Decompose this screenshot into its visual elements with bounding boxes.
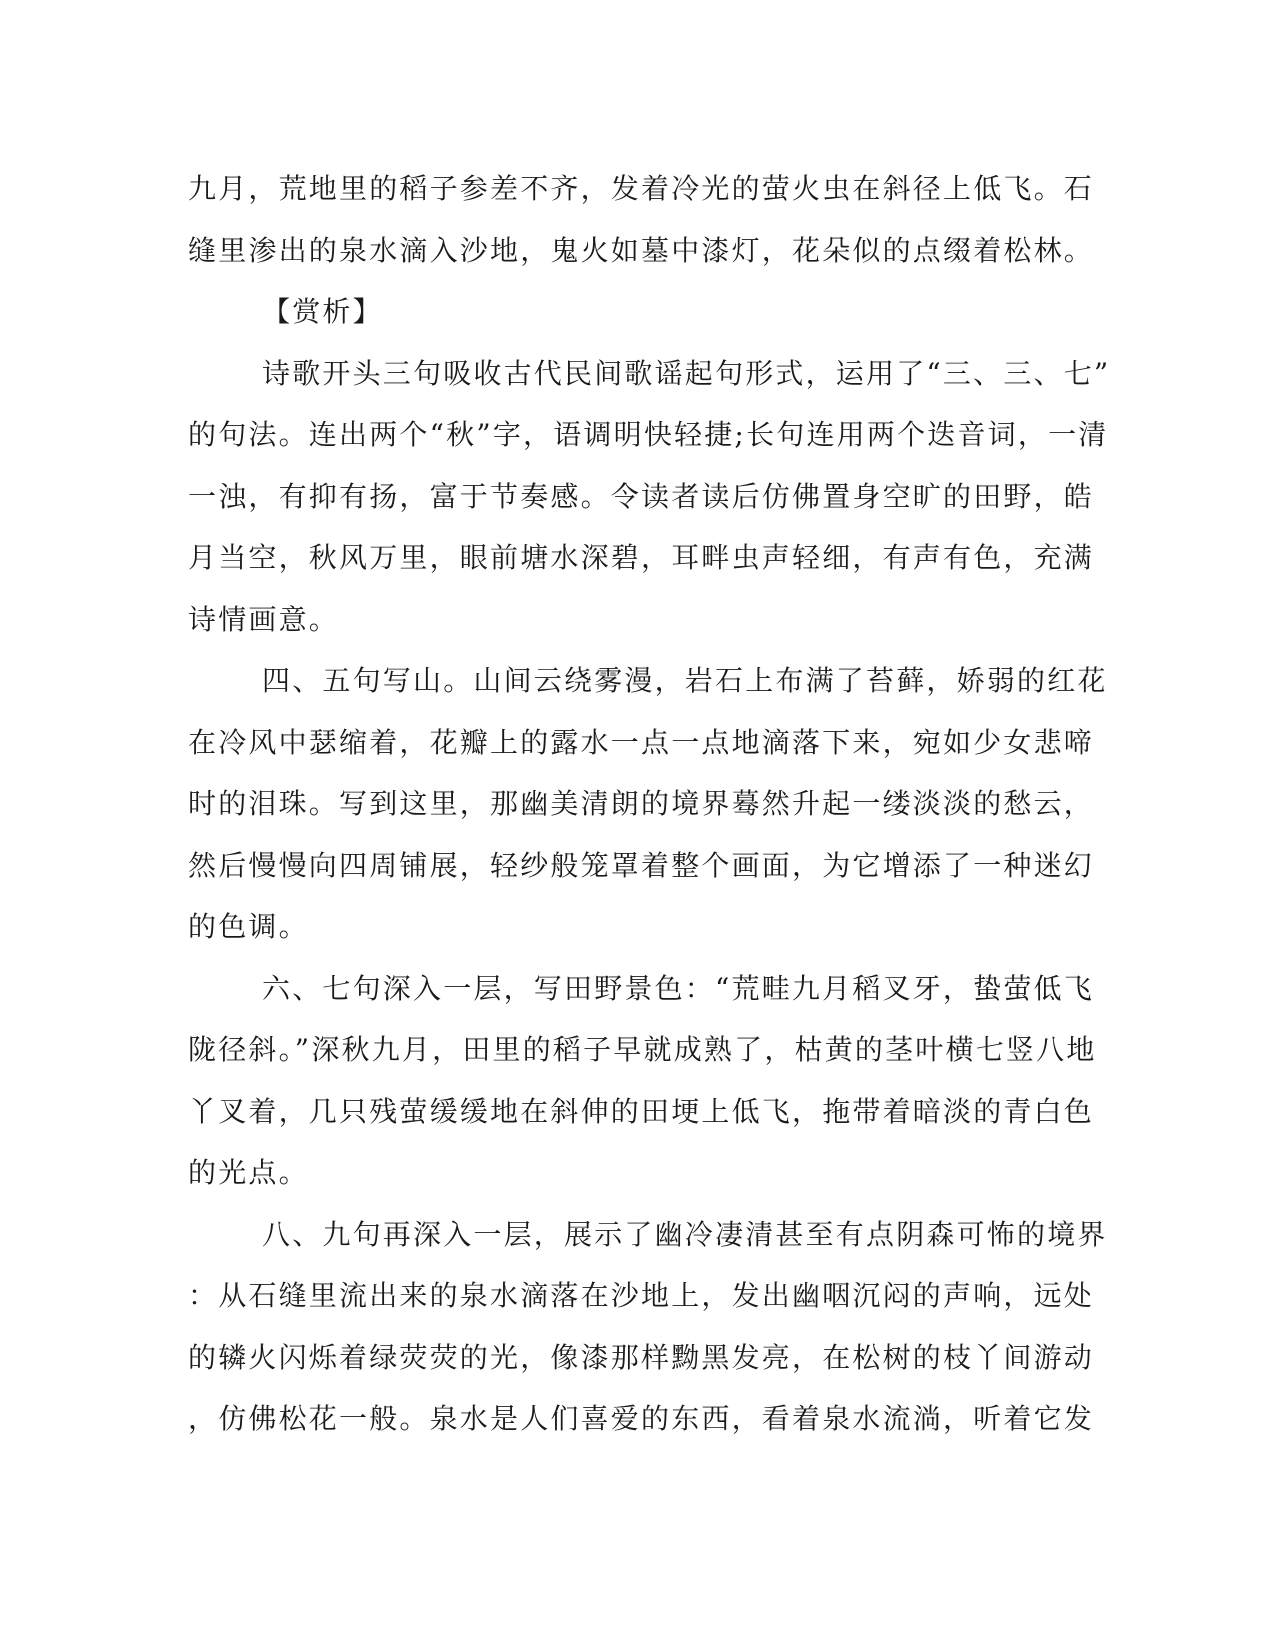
text-line: 然后慢慢向四周铺展，轻纱般笼罩着整个画面，为它增添了一种迷幻 xyxy=(188,848,1095,882)
text-line: 陇径斜。”深秋九月，田里的稻子早就成熟了，枯黄的茎叶横七竖八地 xyxy=(188,1033,1097,1066)
text-line: ，仿佛松花一般。泉水是人们喜爱的东西，看着泉水流淌，听着它发 xyxy=(188,1402,1095,1435)
text-line: 九月，荒地里的稻子参差不齐，发着冷光的萤火虫在斜径上低飞。石 xyxy=(188,172,1095,205)
text-line: 【赏析】 xyxy=(262,295,383,328)
text-line: 诗歌开头三句吸收古代民间歌谣起句形式，运用了“三、三、七” xyxy=(262,356,1111,390)
text-line: 月当空，秋风万里，眼前塘水深碧，耳畔虫声轻细，有声有色，充满 xyxy=(188,541,1095,574)
text-line: 的句法。连出两个“秋”字，语调明快轻捷;长句连用两个迭音词，一清 xyxy=(188,418,1109,451)
text-line: 缝里渗出的泉水滴入沙地，鬼火如墓中漆灯，花朵似的点缀着松林。 xyxy=(188,233,1095,267)
text-line: 的光点。 xyxy=(188,1156,309,1189)
text-line: 的色调。 xyxy=(188,910,309,943)
body-text xyxy=(188,158,1111,1450)
text-line: ：从石缝里流出来的泉水滴落在沙地上，发出幽咽沉闷的声响，远处 xyxy=(188,1279,1095,1312)
text-line: 六、七句深入一层，写田野景色：“荒畦九月稻叉牙，蛰萤低飞 xyxy=(262,971,1094,1005)
text-line: 丫叉着，几只残萤缓缓地在斜伸的田埂上低飞，拖带着暗淡的青白色 xyxy=(188,1094,1095,1128)
text-line: 时的泪珠。写到这里，那幽美清朗的境界蓦然升起一缕淡淡的愁云， xyxy=(188,787,1095,820)
text-line: 八、九句再深入一层，展示了幽冷凄清甚至有点阴森可怖的境界 xyxy=(262,1217,1108,1251)
text-line: 四、五句写山。山间云绕雾漫，岩石上布满了苔藓，娇弱的红花 xyxy=(262,664,1108,697)
text-line: 在冷风中瑟缩着，花瓣上的露水一点一点地滴落下来，宛如少女悲啼 xyxy=(188,725,1095,759)
text-line: 诗情画意。 xyxy=(188,602,340,636)
text-line: 的辚火闪烁着绿荧荧的光，像漆那样黝黑发亮，在松树的枝丫间游动 xyxy=(188,1340,1095,1374)
text-line: 一浊，有抑有扬，富于节奏感。令读者读后仿佛置身空旷的田野，皓 xyxy=(188,479,1095,513)
